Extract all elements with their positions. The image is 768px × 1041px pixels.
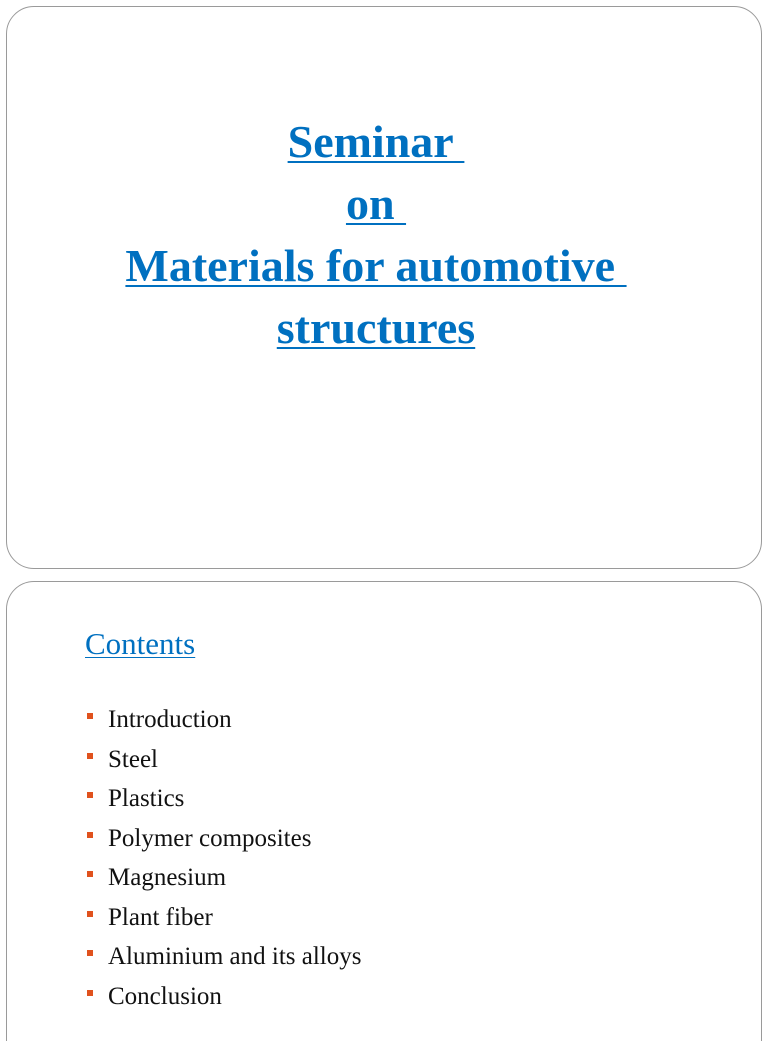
list-item	[85, 979, 361, 1019]
list-item-label: Introduction	[108, 706, 232, 733]
slide-title	[6, 6, 762, 569]
bullet-icon	[87, 950, 93, 956]
list-item-label: Conclusion	[108, 982, 222, 1010]
slide-title-text	[7, 111, 745, 359]
list-item	[85, 860, 361, 900]
bullet-icon	[87, 990, 93, 996]
list-item-label: Plastics	[108, 785, 185, 812]
list-item	[85, 781, 361, 821]
bullet-icon	[87, 871, 93, 877]
list-item	[85, 821, 361, 861]
contents-heading: Contents	[85, 626, 196, 661]
title-line: Seminar	[287, 116, 465, 167]
list-item-label: Plant fiber	[108, 903, 213, 931]
bullet-icon	[87, 792, 93, 798]
list-item	[85, 702, 361, 742]
title-line: Materials for automotive	[125, 240, 627, 291]
list-item-label: Steel	[108, 745, 158, 773]
list-item	[85, 900, 361, 940]
list-item-label: Polymer composites	[108, 824, 312, 852]
slide-contents	[6, 581, 762, 1041]
title-line: structures	[276, 302, 476, 353]
bullet-icon	[87, 753, 93, 759]
contents-list	[85, 702, 361, 1018]
list-item	[85, 939, 361, 979]
title-line: on	[345, 178, 407, 229]
bullet-icon	[87, 832, 93, 838]
list-item-label: Magnesium	[108, 864, 227, 891]
bullet-icon	[87, 713, 93, 719]
bullet-icon	[87, 911, 93, 917]
list-item	[85, 742, 361, 782]
list-item-label: Aluminium and its alloys	[108, 943, 362, 970]
